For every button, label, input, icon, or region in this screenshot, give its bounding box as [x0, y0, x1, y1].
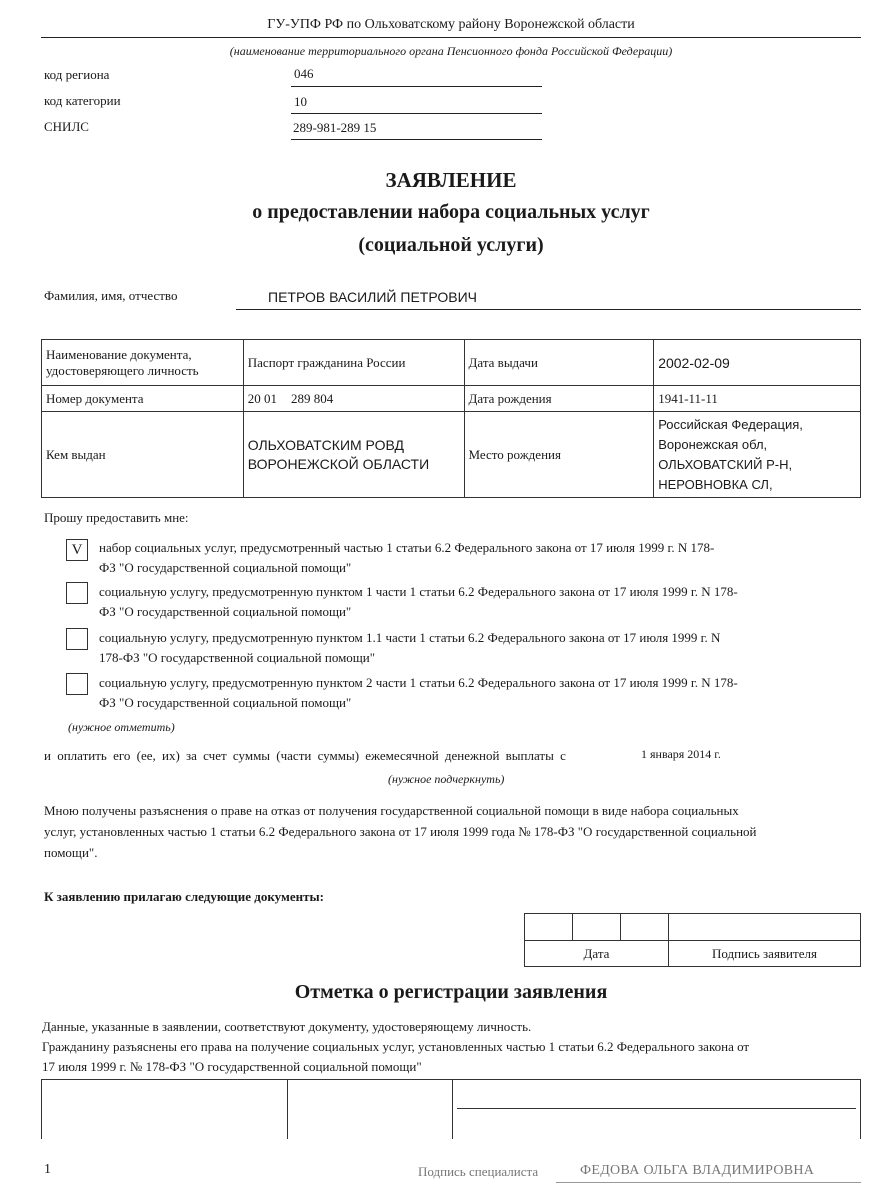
snils-value: 289-981-289 15 [293, 120, 377, 135]
option-text [99, 538, 859, 578]
issue-date-value: 2002-02-09 [654, 340, 861, 386]
registration-line: Гражданину разъяснены его права на получение социальных услуг, установленных частью 1 статьи 6.2 Федерального закона от [42, 1039, 750, 1054]
registration-date-cell[interactable] [288, 1080, 453, 1140]
option-line: 178-ФЗ "О государственной социальной помощи" [99, 650, 376, 665]
option-text [99, 673, 859, 713]
org-name: ГУ-УПФ РФ по Ольховатскому району Воронежской области [267, 17, 635, 32]
registration-text [42, 1017, 872, 1077]
doc-number-cell [243, 386, 464, 412]
registration-table [41, 1079, 861, 1139]
snils-line [291, 139, 542, 140]
birth-place-line: Воронежская обл, [658, 436, 768, 452]
org-name-underline [41, 37, 861, 38]
snils-label: СНИЛС [44, 119, 89, 134]
explanation-text [44, 800, 874, 863]
signature-caption: Подпись заявителя [669, 941, 861, 967]
birth-date-value: 1941-11-11 [654, 386, 861, 412]
doc-number-label: Номер документа [42, 386, 244, 412]
document-subtitle: о предоставлении набора социальных услуг [252, 201, 650, 223]
fio-value: ПЕТРОВ ВАСИЛИЙ ПЕТРОВИЧ [268, 289, 477, 305]
page-number: 1 [44, 1162, 51, 1177]
option-line: социальную услугу, предусмотренную пунктом 2 части 1 статьи 6.2 Федерального закона от 17 июля 1999 г. N 178- [99, 675, 738, 690]
registration-line: 17 июля 1999 г. № 178-ФЗ "О государственной социальной помощи" [42, 1059, 422, 1074]
specialist-signature-line [556, 1182, 861, 1183]
option-checkbox[interactable] [66, 628, 88, 650]
attachments-signature-table [524, 913, 861, 967]
registration-title: Отметка о регистрации заявления [294, 981, 608, 1003]
date-month-cell[interactable] [573, 914, 621, 941]
date-year-cell[interactable] [621, 914, 669, 941]
underline-note: (нужное подчеркнуть) [388, 772, 505, 786]
issue-date-label: Дата выдачи [464, 340, 654, 386]
option-text [99, 582, 859, 622]
doc-name-value: Паспорт гражданина России [243, 340, 464, 386]
doc-number: 289 804 [291, 390, 334, 406]
option-line: ФЗ "О государственной социальной помощи" [99, 695, 352, 710]
option-line: ФЗ "О государственной социальной помощи" [99, 604, 352, 619]
org-caption: (наименование территориального органа Пенсионного фонда Российской Федерации) [229, 44, 673, 58]
birth-place-value [654, 412, 861, 498]
birth-place-line: Российская Федерация, [658, 416, 803, 432]
option-line: социальную услугу, предусмотренную пунктом 1.1 части 1 статьи 6.2 Федерального закона от 17 июля 1999 г. N [99, 630, 721, 645]
option-checkbox[interactable] [66, 673, 88, 695]
explanation-line: услуг, установленных частью 1 статьи 6.2 Федерального закона от 17 июля 1999 года № 178-ФЗ "О государственной социальной [44, 824, 757, 839]
attachments-label: К заявлению прилагаю следующие документы: [44, 889, 324, 904]
birth-place-line: ОЛЬХОВАТСКИЙ Р-Н, [658, 456, 793, 472]
birth-date-label: Дата рождения [464, 386, 654, 412]
registration-line: Данные, указанные в заявлении, соответствуют документу, удостоверяющему личность. [42, 1019, 532, 1034]
option-line: набор социальных услуг, предусмотренный частью 1 статьи 6.2 Федерального закона от 17 июля 1999 г. N 178- [99, 540, 715, 555]
date-caption: Дата [525, 941, 669, 967]
explanation-line: Мною получены разъяснения о праве на отказ от получения государственной социальной помощи в виде набора социальных [44, 803, 739, 818]
birth-place-line: НЕРОВНОВКА СЛ, [658, 476, 773, 492]
option-checkbox[interactable]: V [66, 539, 88, 561]
registration-number-cell[interactable] [42, 1080, 288, 1140]
region-code-label: код региона [44, 67, 110, 82]
mark-note: (нужное отметить) [68, 720, 175, 734]
issued-by-line: ВОРОНЕЖСКОЙ ОБЛАСТИ [247, 455, 430, 472]
birth-place-label: Место рождения [464, 412, 654, 498]
option-line: социальную услугу, предусмотренную пунктом 1 части 1 статьи 6.2 Федерального закона от 17 июля 1999 г. N 178- [99, 584, 738, 599]
option-text [99, 628, 859, 668]
request-intro: Прошу предоставить мне: [44, 510, 189, 525]
category-code-value: 10 [294, 94, 307, 109]
document-subtitle-2: (социальной услуги) [358, 234, 544, 256]
category-code-line [291, 113, 542, 114]
date-day-cell[interactable] [525, 914, 573, 941]
region-code-line [291, 86, 542, 87]
doc-name-label: Наименование документа, удостоверяющего личность [42, 340, 244, 386]
specialist-label: Подпись специалиста [418, 1164, 539, 1179]
fio-line [236, 309, 861, 310]
category-code-label: код категории [44, 93, 121, 108]
issued-by-label: Кем выдан [42, 412, 244, 498]
registration-signature-cell[interactable] [453, 1080, 861, 1140]
specialist-name: ФЕДОВА ОЛЬГА ВЛАДИМИРОВНА [580, 1163, 815, 1178]
payment-date: 1 января 2014 г. [641, 747, 721, 761]
signature-cell[interactable] [669, 914, 861, 941]
fio-label: Фамилия, имя, отчество [44, 288, 178, 303]
option-line: ФЗ "О государственной социальной помощи" [99, 560, 352, 575]
identity-table [41, 339, 861, 498]
doc-series: 20 01 [247, 390, 278, 406]
explanation-line: помощи". [44, 845, 98, 860]
issued-by-value [243, 412, 464, 498]
option-checkbox[interactable] [66, 582, 88, 604]
document-title: ЗАЯВЛЕНИЕ [385, 168, 517, 192]
region-code-value: 046 [294, 66, 314, 81]
payment-text: и оплатить его (ее, их) за счет суммы (части суммы) ежемесячной денежной выплаты с [44, 748, 566, 763]
issued-by-line: ОЛЬХОВАТСКИМ РОВД [247, 436, 404, 453]
